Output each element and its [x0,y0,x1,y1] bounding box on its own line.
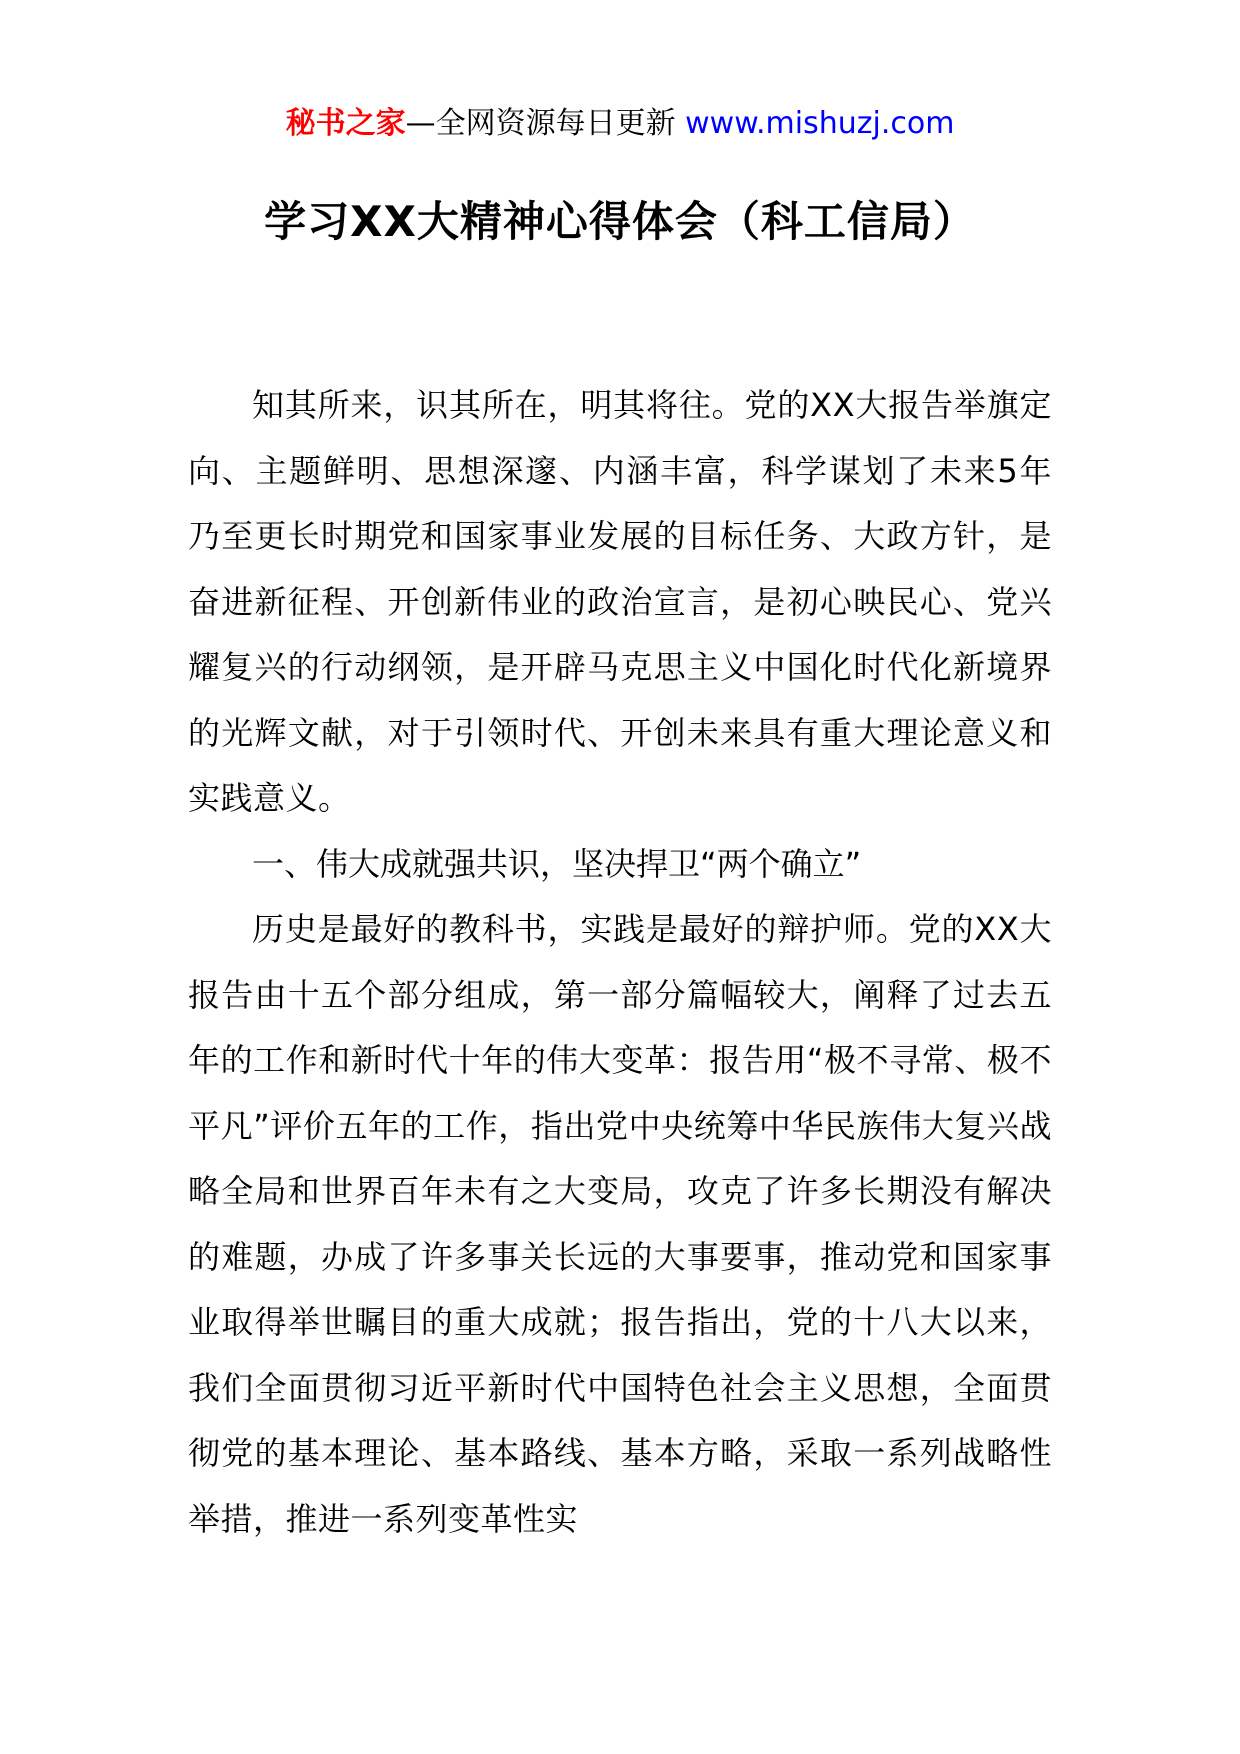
body-paragraph: 历史是最好的教科书，实践是最好的辩护师。党的XX大报告由十五个部分组成，第一部分篇幅较大，阐释了过去五年的工作和新时代十年的伟大变革：报告用“极不寻常、极不平凡”评价五年的工作，指出党中央统筹中华民族伟大复兴战略全局和世界百年未有之大变局，攻克了许多长期没有解决的难题，办成了许多事关长远的大事要事，推动党和国家事业取得举世瞩目的重大成就；报告指出，党的十八大以来，我们全面贯彻习近平新时代中国特色社会主义思想，全面贯彻党的基本理论、基本路线、基本方略，采取一系列战略性举措，推进一系列变革性实 [188,910,1052,1538]
header-tagline: —全网资源每日更新 [405,106,676,141]
section-heading: 一、伟大成就强共识，坚决捍卫“两个确立” [252,844,862,883]
document-body [188,373,1052,1552]
site-url-link[interactable]: www.mishuzj.com [685,106,955,141]
document-title: 学习XX大精神心得体会（科工信局） [264,197,976,246]
brand-name: 秘书之家 [285,106,406,141]
body-paragraph: 知其所来，识其所在，明其将往。党的XX大报告举旗定向、主题鲜明、思想深邃、内涵丰富，科学谋划了未来5年乃至更长时期党和国家事业发展的目标任务、大政方针，是奋进新征程、开创新伟业的政治宣言，是初心映民心、党兴耀复兴的行动纲领，是开辟马克思主义中国化时代化新境界的光辉文献，对于引领时代、开创未来具有重大理论意义和实践意义。 [188,386,1052,817]
site-header [0,102,1240,146]
